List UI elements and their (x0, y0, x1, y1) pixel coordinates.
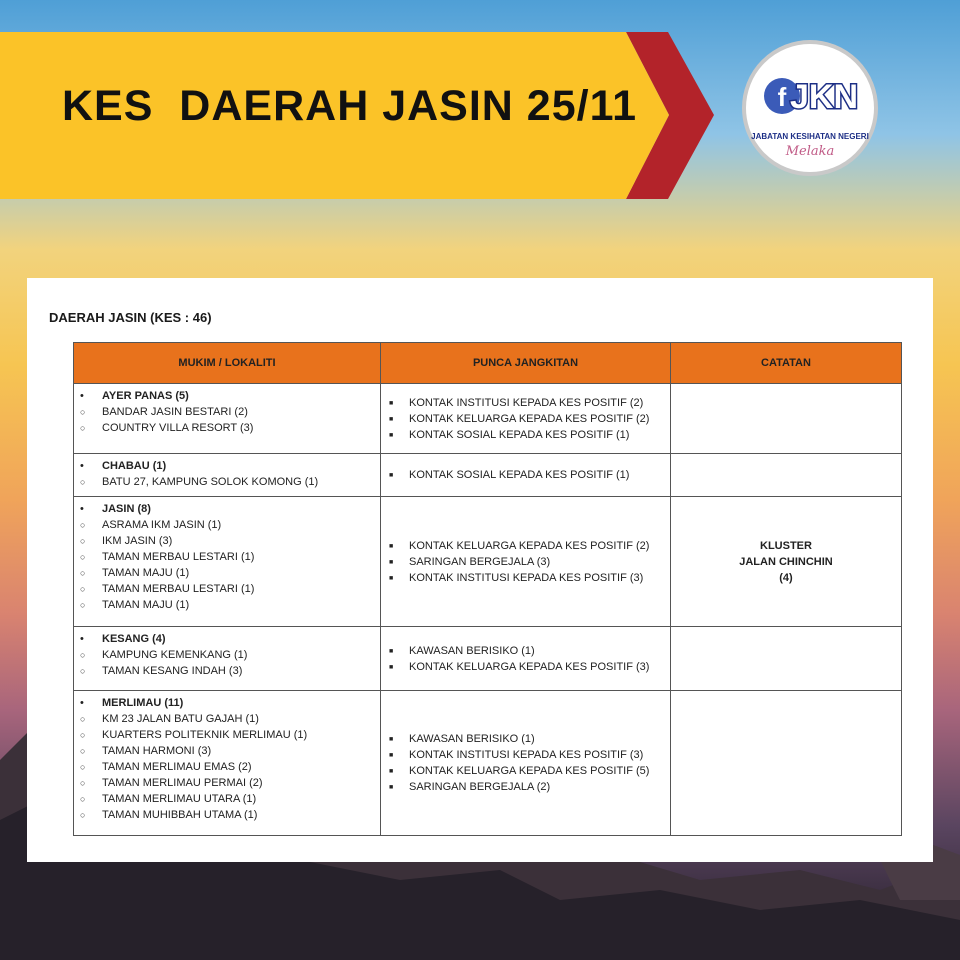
source-item (381, 731, 670, 747)
locality-item (80, 711, 380, 727)
mukim-cell (74, 691, 381, 836)
mukim-name: AYER PANAS (5) (102, 390, 189, 402)
source-item (381, 467, 670, 483)
circle-bullet-icon: ○ (80, 650, 86, 660)
locality-item (80, 727, 380, 743)
locality-item (80, 759, 380, 775)
square-bullet-icon: ■ (389, 415, 394, 423)
locality-name: KM 23 JALAN BATU GAJAH (1) (102, 713, 259, 725)
mukim-line (80, 695, 380, 711)
mukim-line (80, 501, 380, 517)
locality-item (80, 743, 380, 759)
locality-name: TAMAN MERBAU LESTARI (1) (102, 583, 255, 595)
source-item (381, 747, 670, 763)
circle-bullet-icon: ○ (80, 423, 86, 433)
facebook-letter: f (777, 82, 787, 112)
source-text: KONTAK INSTITUSI KEPADA KES POSITIF (3) (409, 571, 644, 584)
source-text: KAWASAN BERISIKO (1) (409, 733, 535, 745)
locality-item (80, 474, 380, 490)
bullet-icon: • (80, 697, 84, 709)
source-item (381, 659, 670, 675)
logo-state: Melaka (785, 144, 835, 159)
source-item (381, 570, 670, 586)
locality-name: ASRAMA IKM JASIN (1) (102, 519, 222, 531)
locality-item (80, 420, 380, 436)
table-row (74, 454, 902, 497)
source-item (381, 538, 670, 554)
source-item (381, 554, 670, 570)
source-cell (381, 454, 671, 497)
circle-bullet-icon: ○ (80, 520, 86, 530)
locality-item (80, 565, 380, 581)
source-text: KONTAK INSTITUSI KEPADA KES POSITIF (3) (409, 749, 644, 761)
bullet-icon: • (80, 390, 84, 402)
locality-name: TAMAN MAJU (1) (102, 567, 190, 579)
mukim-line (80, 388, 380, 404)
square-bullet-icon: ■ (389, 399, 394, 407)
source-item (381, 763, 670, 779)
square-bullet-icon: ■ (389, 431, 394, 439)
locality-item (80, 517, 380, 533)
note-line: JALAN CHINCHIN (739, 555, 833, 568)
mukim-name: CHABAU (1) (102, 460, 167, 472)
locality-name: TAMAN HARMONI (3) (102, 745, 212, 757)
source-cell (381, 384, 671, 454)
circle-bullet-icon: ○ (80, 536, 86, 546)
circle-bullet-icon: ○ (80, 746, 86, 756)
locality-item (80, 404, 380, 420)
square-bullet-icon: ■ (389, 558, 394, 566)
note-cell (671, 384, 902, 454)
mukim-cell (74, 627, 381, 691)
header-mukim: MUKIM / LOKALITI (74, 343, 381, 384)
source-item (381, 643, 670, 659)
locality-item (80, 775, 380, 791)
mukim-name: MERLIMAU (11) (102, 697, 184, 709)
circle-bullet-icon: ○ (80, 778, 86, 788)
source-text: KONTAK SOSIAL KEPADA KES POSITIF (1) (409, 469, 630, 481)
square-bullet-icon: ■ (389, 542, 394, 550)
source-cell (381, 497, 671, 627)
table-row (74, 384, 902, 454)
header-source: PUNCA JANGKITAN (381, 343, 671, 384)
square-bullet-icon: ■ (389, 647, 394, 655)
source-text: KONTAK KELUARGA KEPADA KES POSITIF (3) (409, 660, 650, 673)
header-note: CATATAN (671, 343, 902, 384)
circle-bullet-icon: ○ (80, 584, 86, 594)
bullet-icon: • (80, 633, 84, 645)
circle-bullet-icon: ○ (80, 714, 86, 724)
locality-name: KAMPUNG KEMENKANG (1) (102, 649, 248, 661)
locality-name: TAMAN MERLIMAU UTARA (1) (102, 793, 257, 805)
source-text: KONTAK SOSIAL KEPADA KES POSITIF (1) (409, 428, 630, 441)
locality-name: IKM JASIN (3) (102, 535, 173, 547)
source-text: KONTAK KELUARGA KEPADA KES POSITIF (2) (409, 412, 650, 425)
locality-name: TAMAN KESANG INDAH (3) (102, 665, 243, 677)
locality-name: TAMAN MUHIBBAH UTAMA (1) (102, 809, 258, 821)
mukim-name: KESANG (4) (102, 633, 166, 645)
table-row (74, 691, 902, 836)
square-bullet-icon: ■ (389, 784, 394, 791)
square-bullet-icon: ■ (389, 472, 394, 479)
locality-name: TAMAN MERBAU LESTARI (1) (102, 551, 255, 563)
source-text: SARINGAN BERGEJALA (2) (409, 781, 551, 793)
note-cell (671, 454, 902, 497)
locality-item (80, 663, 380, 679)
locality-name: TAMAN MERLIMAU EMAS (2) (102, 761, 252, 773)
locality-item (80, 597, 380, 613)
mukim-cell (74, 384, 381, 454)
logo-acronym: JKN (789, 78, 859, 116)
source-text: KAWASAN BERISIKO (1) (409, 644, 535, 657)
mukim-cell (74, 497, 381, 627)
logo-org-name: JABATAN KESIHATAN NEGERI (751, 132, 869, 141)
circle-bullet-icon: ○ (80, 407, 86, 417)
locality-item (80, 581, 380, 597)
source-cell (381, 627, 671, 691)
locality-item (80, 791, 380, 807)
source-text: KONTAK KELUARGA KEPADA KES POSITIF (2) (409, 539, 650, 552)
source-item (381, 411, 670, 427)
source-item (381, 427, 670, 443)
source-text: SARINGAN BERGEJALA (3) (409, 555, 551, 568)
square-bullet-icon: ■ (389, 663, 394, 671)
case-table (73, 342, 902, 836)
note-line: (4) (779, 571, 793, 584)
circle-bullet-icon: ○ (80, 666, 86, 676)
square-bullet-icon: ■ (389, 768, 394, 775)
bullet-icon: • (80, 503, 84, 515)
source-text: KONTAK INSTITUSI KEPADA KES POSITIF (2) (409, 396, 644, 409)
case-report-card (27, 278, 933, 862)
jkn-logo (742, 40, 878, 176)
source-text: KONTAK KELUARGA KEPADA KES POSITIF (5) (409, 765, 650, 777)
mukim-cell (74, 454, 381, 497)
mukim-name: JASIN (8) (102, 503, 151, 515)
circle-bullet-icon: ○ (80, 810, 86, 820)
locality-item (80, 549, 380, 565)
circle-bullet-icon: ○ (80, 730, 86, 740)
note-cell (671, 627, 902, 691)
table-header-row (74, 343, 902, 384)
circle-bullet-icon: ○ (80, 477, 86, 487)
circle-bullet-icon: ○ (80, 762, 86, 772)
square-bullet-icon: ■ (389, 752, 394, 759)
mukim-line (80, 631, 380, 647)
note-cell (671, 691, 902, 836)
locality-name: TAMAN MAJU (1) (102, 599, 190, 611)
district-heading: DAERAH JASIN (KES : 46) (49, 310, 212, 325)
circle-bullet-icon: ○ (80, 600, 86, 610)
square-bullet-icon: ■ (389, 574, 394, 582)
circle-bullet-icon: ○ (80, 794, 86, 804)
source-item (381, 395, 670, 411)
banner-title: KES DAERAH JASIN 25/11 (62, 82, 638, 130)
bullet-icon: • (80, 460, 84, 472)
circle-bullet-icon: ○ (80, 568, 86, 578)
table-row (74, 497, 902, 627)
locality-item (80, 647, 380, 663)
locality-name: KUARTERS POLITEKNIK MERLIMAU (1) (102, 729, 308, 741)
table-row (74, 627, 902, 691)
mukim-line (80, 458, 380, 474)
locality-item (80, 533, 380, 549)
note-line: KLUSTER (760, 539, 812, 552)
locality-name: BATU 27, KAMPUNG SOLOK KOMONG (1) (102, 476, 319, 488)
square-bullet-icon: ■ (389, 736, 394, 743)
source-cell (381, 691, 671, 836)
locality-item (80, 807, 380, 823)
note-cell (671, 497, 902, 627)
locality-name: COUNTRY VILLA RESORT (3) (102, 422, 254, 434)
circle-bullet-icon: ○ (80, 552, 86, 562)
locality-name: BANDAR JASIN BESTARI (2) (102, 406, 248, 418)
source-item (381, 779, 670, 795)
locality-name: TAMAN MERLIMAU PERMAI (2) (102, 777, 263, 789)
